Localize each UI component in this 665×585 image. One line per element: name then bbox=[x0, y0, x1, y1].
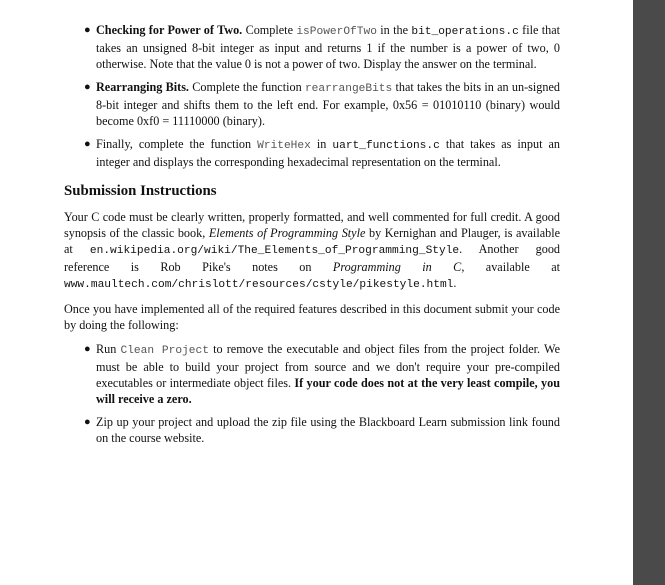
section-heading: Submission Instructions bbox=[64, 183, 217, 199]
item-text: Finally, complete the function bbox=[96, 137, 258, 151]
code-filename: uart_functions.c bbox=[332, 140, 440, 152]
item-text: Zip up your project and upload the zip file using the Blackboard Learn submission link found on the course website. bbox=[96, 415, 560, 445]
item-text: Complete the function bbox=[188, 80, 305, 94]
para-text: Your C code must be clearly written, properly formatted, and well commented for full credit. A good synopsis of the classic book, bbox=[64, 210, 560, 240]
code-identifier: WriteHex bbox=[257, 140, 311, 152]
item-text: in the bbox=[376, 23, 412, 37]
item-text: that takes the bits in an un-signed 8-bit integer and shifts them to the left end. For example, 0x56 = 01010110 (binary) would become 0xf0 = 11110000 (binary). bbox=[96, 80, 560, 128]
maultech-link[interactable]: www.maultech.com/chrislott/resources/cstyle/pikestyle.html bbox=[64, 279, 454, 291]
item-text: file that takes an unsigned 8-bit integer as input and returns 1 if the number is a power of two, 0 otherwise. Note that the value 0 is not a power of two. Display the answer on the terminal. bbox=[96, 23, 561, 71]
list-item bbox=[64, 136, 560, 170]
scrollbar[interactable] bbox=[633, 0, 665, 585]
book-title: Elements of Programming Style bbox=[208, 226, 366, 240]
para-text: . Another good reference is Rob Pike's notes on bbox=[64, 242, 561, 274]
list-item bbox=[64, 79, 560, 129]
item-text: that takes as input an integer and displays the corresponding hexadecimal representation on the terminal. bbox=[96, 137, 561, 169]
para-text: . bbox=[453, 276, 457, 290]
bullet-icon: ● bbox=[84, 24, 91, 36]
item-text: in bbox=[310, 137, 333, 151]
warning-text: If your code does not at the very least compile, you will receive a zero. bbox=[96, 376, 561, 406]
item-title: Rearranging Bits. bbox=[96, 80, 189, 94]
style-paragraph bbox=[64, 209, 560, 293]
task-list bbox=[64, 22, 560, 170]
notes-title: Programming in C bbox=[332, 260, 462, 274]
code-filename: bit_operations.c bbox=[411, 26, 519, 38]
list-item bbox=[64, 22, 560, 72]
code-identifier: rearrangeBits bbox=[304, 83, 393, 95]
list-item bbox=[64, 414, 560, 446]
item-text: Complete bbox=[242, 23, 297, 37]
para-text: by Kernighan and Plauger, is available at bbox=[64, 226, 561, 256]
para-text: , available at bbox=[461, 260, 561, 274]
bullet-icon: ● bbox=[84, 81, 91, 93]
item-text: to remove the executable and object files from the project folder. We must be able to build your project from source and we don't require your pre-compiled executables or intermediate object files. bbox=[96, 342, 560, 390]
code-identifier: isPowerOfTwo bbox=[296, 26, 377, 38]
submission-list bbox=[64, 341, 560, 446]
item-text: Run bbox=[96, 342, 121, 356]
wikipedia-link[interactable]: en.wikipedia.org/wiki/The_Elements_of_Programming_Style bbox=[89, 245, 460, 257]
submission-paragraph: Once you have implemented all of the required features described in this document submit your code by doing the following: bbox=[64, 302, 560, 332]
document-page bbox=[64, 22, 560, 453]
item-title: Checking for Power of Two. bbox=[96, 23, 243, 37]
list-item bbox=[64, 341, 560, 407]
code-identifier: Clean Project bbox=[120, 345, 209, 357]
bullet-icon: ● bbox=[84, 138, 91, 150]
bullet-icon: ● bbox=[84, 343, 91, 355]
bullet-icon: ● bbox=[84, 416, 91, 428]
